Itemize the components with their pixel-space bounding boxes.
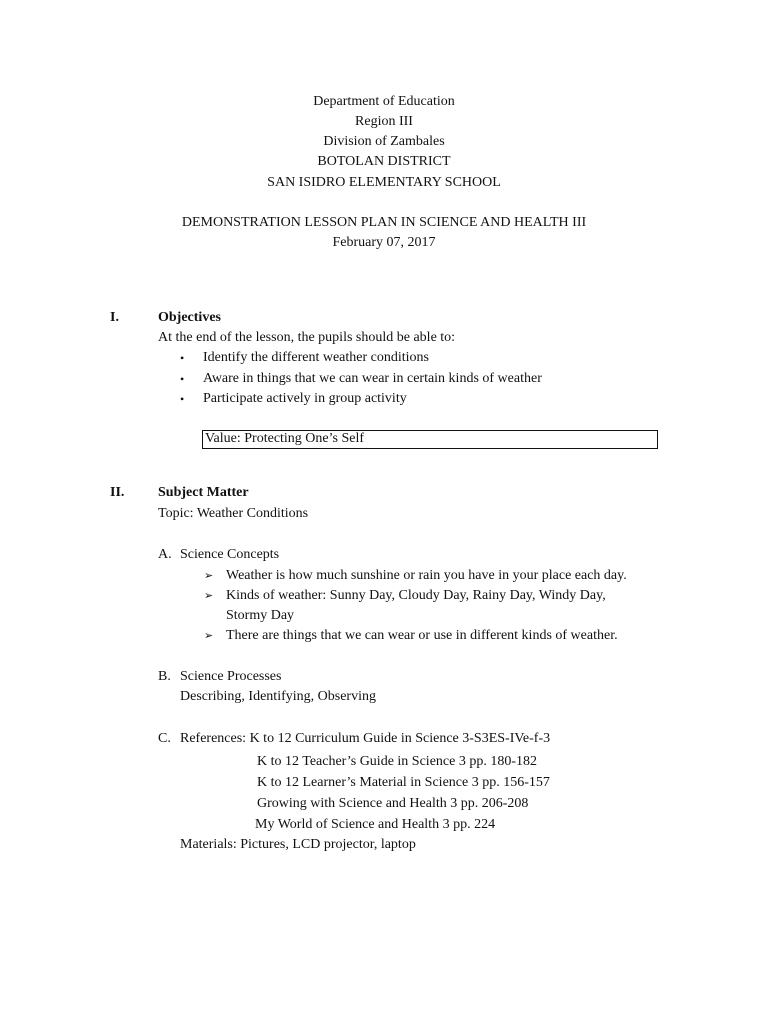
reference-item-2: K to 12 Learner’s Material in Science 3 pp. 156-157 [257, 775, 550, 790]
processes-text: Describing, Identifying, Observing [180, 689, 376, 704]
lesson-plan-title: DEMONSTRATION LESSON PLAN IN SCIENCE AND HEALTH III [181, 215, 587, 230]
header-school: SAN ISIDRO ELEMENTARY SCHOOL [267, 175, 501, 190]
section-1-heading: Objectives [158, 310, 221, 325]
concept-item-1: Weather is how much sunshine or rain you have in your place each day. [226, 568, 627, 583]
value-box [202, 430, 658, 449]
objective-item-3: Participate actively in group activity [203, 391, 407, 406]
value-text: Value: Protecting One’s Self [205, 431, 365, 446]
objective-item-2: Aware in things that we can wear in certain kinds of weather [203, 371, 542, 386]
objectives-intro: At the end of the lesson, the pupils should be able to: [158, 330, 456, 345]
header-region: Region III [355, 114, 413, 129]
objective-item-1: Identify the different weather conditions [203, 350, 429, 365]
materials-line: Materials: Pictures, LCD projector, laptop [180, 837, 416, 852]
reference-item-1: K to 12 Teacher’s Guide in Science 3 pp. 180-182 [257, 754, 537, 769]
concept-item-3: There are things that we can wear or use in different kinds of weather. [226, 628, 618, 643]
header-division: Division of Zambales [323, 134, 445, 149]
reference-item-3: Growing with Science and Health 3 pp. 206-208 [257, 796, 529, 811]
concept-item-2-continued: Stormy Day [226, 608, 295, 623]
bullet-icon: • [180, 372, 185, 386]
section-2-numeral: II. [110, 485, 125, 500]
concepts-label: Science Concepts [180, 547, 280, 562]
header-district: BOTOLAN DISTRICT [317, 154, 451, 169]
lesson-plan-date: February 07, 2017 [332, 235, 436, 250]
processes-label: Science Processes [180, 669, 282, 684]
reference-item-4: My World of Science and Health 3 pp. 224 [255, 817, 496, 832]
concepts-letter: A. [158, 547, 172, 562]
topic-line: Topic: Weather Conditions [158, 506, 309, 521]
header-department: Department of Education [313, 94, 455, 109]
arrow-bullet-icon: ➢ [204, 570, 214, 582]
section-1-numeral: I. [110, 310, 119, 325]
bullet-icon: • [180, 392, 185, 406]
bullet-icon: • [180, 351, 185, 365]
references-letter: C. [158, 731, 171, 746]
arrow-bullet-icon: ➢ [204, 630, 214, 642]
arrow-bullet-icon: ➢ [204, 590, 214, 602]
concept-item-2: Kinds of weather: Sunny Day, Cloudy Day, Rainy Day, Windy Day, [226, 588, 606, 603]
section-2-heading: Subject Matter [158, 485, 249, 500]
references-label: References: K to 12 Curriculum Guide in Science 3-S3ES-IVe-f-3 [180, 731, 551, 746]
processes-letter: B. [158, 669, 171, 684]
